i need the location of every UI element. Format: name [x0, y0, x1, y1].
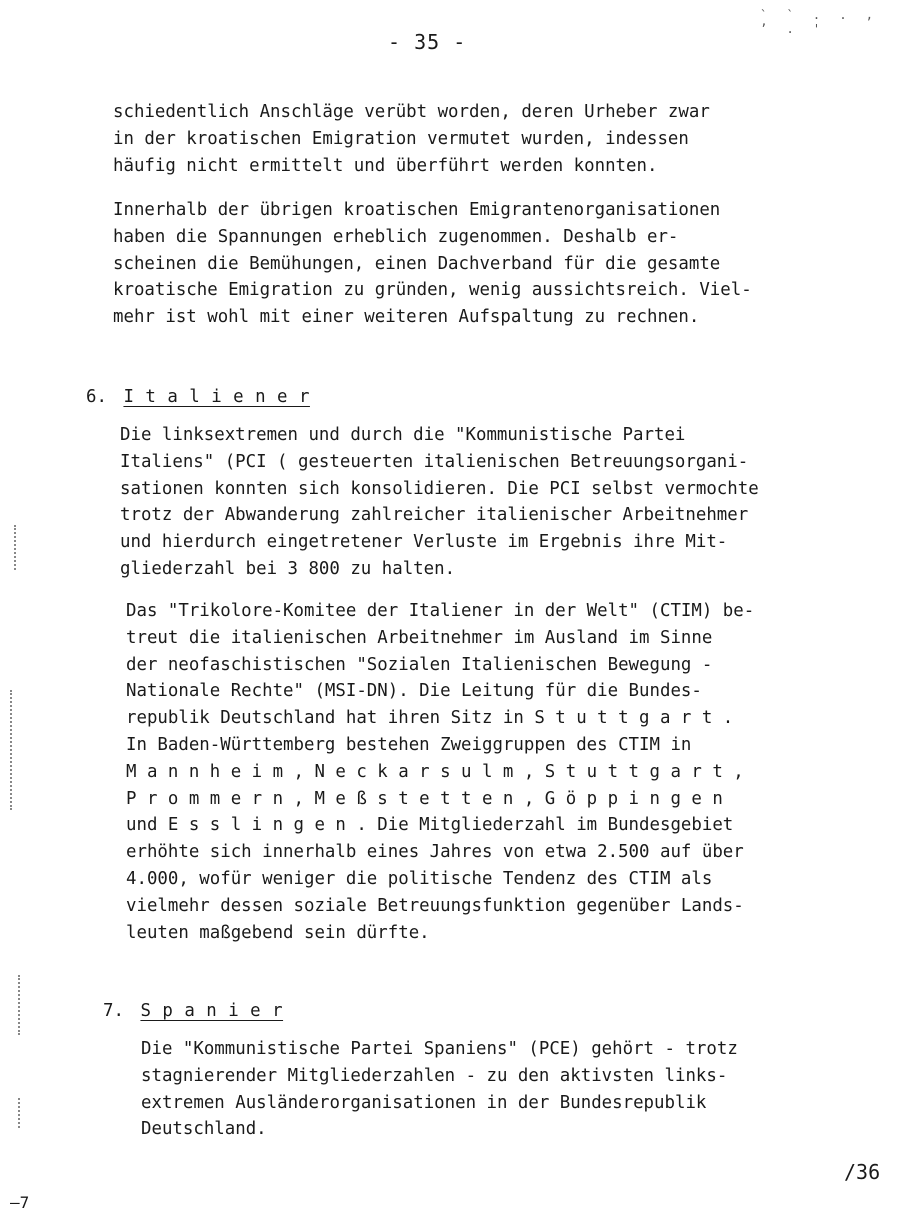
text-line: Italiens" (PCI ( gesteuerten italienischen Betreuungsorgani-	[120, 451, 749, 472]
text-line: trotz der Abwanderung zahlreicher italienischer Arbeitnehmer	[120, 505, 749, 526]
margin-artifact	[10, 690, 14, 810]
text-line: in der kroatischen Emigration vermutet wurden, indessen	[113, 128, 689, 149]
text-line: gliederzahl bei 3 800 zu halten.	[120, 558, 456, 579]
text-line: extremen Ausländerorganisationen in der Bundesrepublik	[141, 1092, 707, 1113]
text-line: schiedentlich Anschläge verübt worden, deren Urheber zwar	[113, 102, 710, 122]
text-line: mehr ist wohl mit einer weiteren Aufspaltung zu rechnen.	[113, 307, 700, 328]
text-line: treut die italienischen Arbeitnehmer im Ausland im Sinne	[126, 627, 713, 648]
paragraph-1	[113, 99, 710, 179]
text-line: Die linksextremen und durch die "Kommunistische Partei	[120, 425, 686, 445]
text-line: häufig nicht ermittelt und überführt werden konnten.	[113, 155, 658, 176]
text-line: haben die Spannungen erheblich zugenommen. Deshalb er-	[113, 226, 679, 247]
text-line: Nationale Rechte" (MSI-DN). Die Leitung für die Bundes-	[126, 681, 702, 702]
text-line: sationen konnten sich konsolidieren. Die PCI selbst vermochte	[120, 478, 759, 499]
section-number: 6.	[86, 387, 107, 407]
section-heading-spanier	[103, 998, 283, 1024]
paragraph-5	[141, 1036, 738, 1143]
paragraph-3	[120, 422, 759, 583]
text-line: republik Deutschland hat ihren Sitz in S t u t t g a r t .	[126, 708, 734, 729]
scan-specks: ` ` . . , ʼ . '	[760, 8, 880, 36]
text-line: 4.000, wofür weniger die politische Tendenz des CTIM als	[126, 868, 713, 889]
text-line: Innerhalb der übrigen kroatischen Emigrantenorganisationen	[113, 200, 721, 220]
corner-mark: —7	[10, 1193, 30, 1212]
text-line: der neofaschistischen "Sozialen Italienischen Bewegung -	[126, 654, 713, 675]
text-line: vielmehr dessen soziale Betreuungsfunktion gegenüber Lands-	[126, 895, 744, 916]
text-line: Das "Trikolore-Komitee der Italiener in der Welt" (CTIM) be-	[126, 601, 755, 621]
text-line: stagnierender Mitgliederzahlen - zu den aktivsten links-	[141, 1065, 728, 1086]
text-line: Deutschland.	[141, 1119, 267, 1140]
paragraph-2	[113, 197, 752, 331]
text-line: und hierdurch eingetretener Verluste im Ergebnis ihre Mit-	[120, 532, 728, 553]
text-line: P r o m m e r n , M e ß s t e t t e n , G ö p p i n g e n	[126, 788, 723, 809]
text-line: Die "Kommunistische Partei Spaniens" (PCE) gehört - trotz	[141, 1039, 738, 1059]
text-line: und E s s l i n g e n . Die Mitgliederzahl im Bundesgebiet	[126, 815, 734, 836]
section-heading-italiener	[86, 384, 310, 410]
section-title: I t a l i e n e r	[123, 387, 310, 407]
margin-artifact	[18, 975, 22, 1035]
text-line: kroatische Emigration zu gründen, wenig aussichtsreich. Viel-	[113, 280, 752, 301]
continuation-marker: /36	[844, 1160, 881, 1184]
paragraph-4	[126, 598, 754, 946]
margin-artifact	[14, 525, 18, 570]
text-line: M a n n h e i m , N e c k a r s u l m , S t u t t g a r t ,	[126, 761, 744, 782]
page-number: - 35 -	[388, 30, 467, 54]
text-line: leuten maßgebend sein dürfte.	[126, 922, 430, 943]
text-line: In Baden-Württemberg bestehen Zweiggruppen des CTIM in	[126, 734, 692, 755]
text-line: erhöhte sich innerhalb eines Jahres von etwa 2.500 auf über	[126, 842, 744, 863]
section-number: 7.	[103, 1001, 124, 1021]
section-title: S p a n i e r	[140, 1001, 284, 1021]
text-line: scheinen die Bemühungen, einen Dachverband für die gesamte	[113, 253, 721, 274]
margin-artifact	[18, 1098, 22, 1128]
